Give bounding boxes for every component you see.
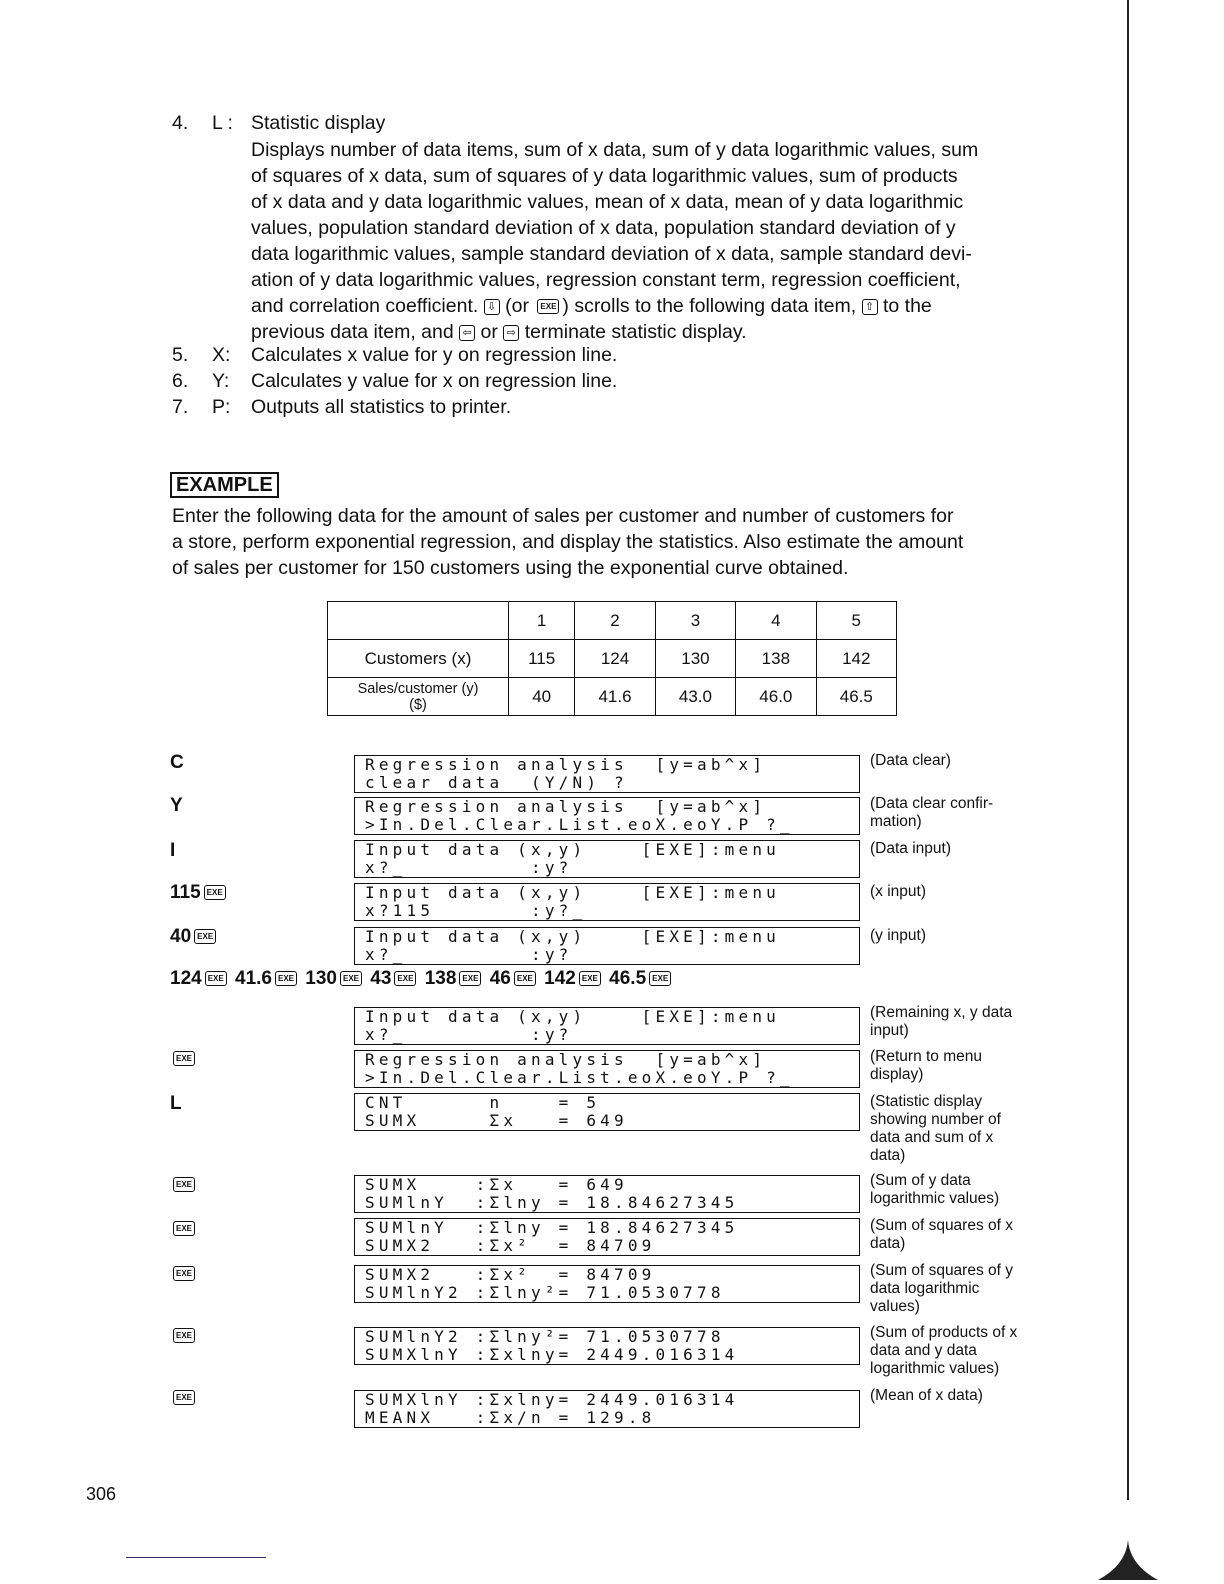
exe-key-icon: EXE — [275, 971, 297, 986]
lcd-display: CNT n = 5 SUMX Σx = 649 — [354, 1093, 860, 1131]
lcd-display: SUMX2 :Σx² = 84709 SUMlnY2 :Σlny²= 71.0530778 — [354, 1265, 860, 1303]
step-note: (Data clear confir-mation) — [870, 795, 994, 830]
step-note: (Data input) — [870, 840, 951, 857]
exe-key-step — [170, 1263, 198, 1285]
step-note: (Return to menu display) — [870, 1048, 982, 1083]
list-text-7: Outputs all statistics to printer. — [251, 396, 512, 418]
list-number-4: 4. — [172, 112, 189, 134]
exe-key-icon: EXE — [205, 971, 227, 986]
exe-key-icon: EXE — [194, 929, 216, 944]
list-label-6: Y: — [212, 370, 230, 392]
list-number-5: 5. — [172, 344, 189, 366]
step-note: (x input) — [870, 883, 926, 900]
step-note: (Sum of y data logarithmic values) — [870, 1172, 1000, 1207]
bottom-rule — [126, 1557, 266, 1558]
list-text-5: Calculates x value for y on regression line. — [251, 344, 618, 366]
exe-key-icon: EXE — [537, 299, 559, 314]
exe-key-step — [170, 1048, 198, 1070]
exe-key-step — [170, 1325, 198, 1347]
step-note: (Mean of x data) — [870, 1387, 983, 1404]
exe-key-icon: EXE — [204, 885, 226, 900]
lcd-display: Regression analysis [y=ab^x] >In.Del.Clear.List.eoX.eoY.P ?_ — [354, 1050, 860, 1088]
table-row: Sales/customer (y) ($) 40 41.6 43.0 46.0 46.5 — [328, 678, 897, 716]
step-note: (Remaining x, y data input) — [870, 1004, 1013, 1039]
right-arrow-key-icon: ⇨ — [503, 325, 519, 341]
example-heading: EXAMPLE — [170, 472, 279, 498]
lcd-display: Input data (x,y) [EXE]:menu x?_ :y? — [354, 927, 860, 965]
exe-key-icon: EXE — [173, 1051, 195, 1066]
lcd-display: Input data (x,y) [EXE]:menu x?115 :y?_ — [354, 883, 860, 921]
exe-key-step — [170, 1174, 198, 1196]
data-table — [327, 601, 897, 716]
list-label-5: X: — [212, 344, 231, 366]
lcd-display: Input data (x,y) [EXE]:menu x?_ :y? — [354, 840, 860, 878]
lcd-display: Input data (x,y) [EXE]:menu x?_ :y? — [354, 1007, 860, 1045]
list-label-4: L : — [212, 112, 233, 134]
table-row: Customers (x) 115 124 130 138 142 — [328, 640, 897, 678]
key-i: I — [170, 840, 176, 861]
binding-edge-line — [1127, 0, 1129, 1500]
list-text-6: Calculates y value for x on regression line. — [251, 370, 618, 392]
exe-key-icon: EXE — [394, 971, 416, 986]
list-text-4: Statistic display — [251, 112, 386, 134]
step-note: (Statistic display showing number of data and sum of x data) — [870, 1093, 1001, 1164]
exe-key-icon: EXE — [173, 1390, 195, 1405]
key-115: 115 EXE — [170, 882, 229, 904]
example-text: Enter the following data for the amount of sales per customer and number of customers for a store, perform exponential regression, and display the statistics. Also estimate the amount of sales per customer for 150 customers using the exponential curve obtained. — [172, 505, 964, 579]
key-y: Y — [170, 795, 183, 816]
exe-key-icon: EXE — [340, 971, 362, 986]
exe-key-icon: EXE — [649, 971, 671, 986]
key-c: C — [170, 752, 184, 773]
list-number-6: 6. — [172, 370, 189, 392]
exe-key-icon: EXE — [173, 1328, 195, 1343]
left-arrow-key-icon: ⇦ — [459, 325, 475, 341]
down-arrow-key-icon: ⇩ — [484, 299, 500, 315]
exe-key-icon: EXE — [579, 971, 601, 986]
up-arrow-key-icon: ⇧ — [862, 299, 878, 315]
lcd-display: SUMlnY2 :Σlny²= 71.0530778 SUMXlnY :Σxlny= 2449.016314 — [354, 1327, 860, 1365]
page-number: 306 — [86, 1484, 117, 1504]
exe-key-icon: EXE — [514, 971, 536, 986]
key-l: L — [170, 1093, 182, 1114]
exe-key-icon: EXE — [459, 971, 481, 986]
exe-key-step — [170, 1387, 198, 1409]
table-header-row: 1 2 3 4 5 — [328, 602, 897, 640]
lcd-display: SUMXlnY :Σxlny= 2449.016314 MEANX :Σx/n = 129.8 — [354, 1390, 860, 1428]
key-sequence: 124 EXE 41.6 EXE 130 EXE 43 EXE 138 EXE 46 EXE 142 EXE 46.5 EXE — [170, 968, 674, 990]
item4-description: Displays number of data items, sum of x data, sum of y data logarithmic values, sum of squares of x data, sum of squares of y data logarithmic values, sum of products of x data and y data logarithmic values, mean of x data, mean of y data logarithmic values, population standard deviation of x data, population standard deviation of y data logarithmic values, sample standard deviation of x data, sample standard devi- ation of y data logarithmic values, regression constant term, regression coefficient, and correlation coefficient. ⇩ (or EXE ) scrolls to the following data item, ⇧ to the previous data item, and ⇦ or ⇨ terminate statistic display. — [251, 139, 979, 343]
step-note: (y input) — [870, 927, 926, 944]
lcd-display: SUMlnY :Σlny = 18.84627345 SUMX2 :Σx² = 84709 — [354, 1218, 860, 1256]
list-label-7: P: — [212, 396, 231, 418]
exe-key-icon: EXE — [173, 1177, 195, 1192]
step-note: (Sum of squares of x data) — [870, 1217, 1014, 1252]
lcd-display: Regression analysis [y=ab^x] >In.Del.Clear.List.eoX.eoY.P ?_ — [354, 797, 860, 835]
step-note: (Sum of products of x data and y data logarithmic values) — [870, 1324, 1018, 1377]
step-note: (Sum of squares of y data logarithmic values) — [870, 1262, 1014, 1315]
list-number-7: 7. — [172, 396, 189, 418]
key-40: 40 EXE — [170, 926, 219, 948]
lcd-display: Regression analysis [y=ab^x] clear data (Y/N) ? — [354, 755, 860, 793]
lcd-display: SUMX :Σx = 649 SUMlnY :Σlny = 18.84627345 — [354, 1175, 860, 1213]
binding-edge-mark — [1098, 1490, 1158, 1584]
exe-key-step — [170, 1218, 198, 1240]
exe-key-icon: EXE — [173, 1266, 195, 1281]
exe-key-icon: EXE — [173, 1221, 195, 1236]
step-note: (Data clear) — [870, 752, 951, 769]
